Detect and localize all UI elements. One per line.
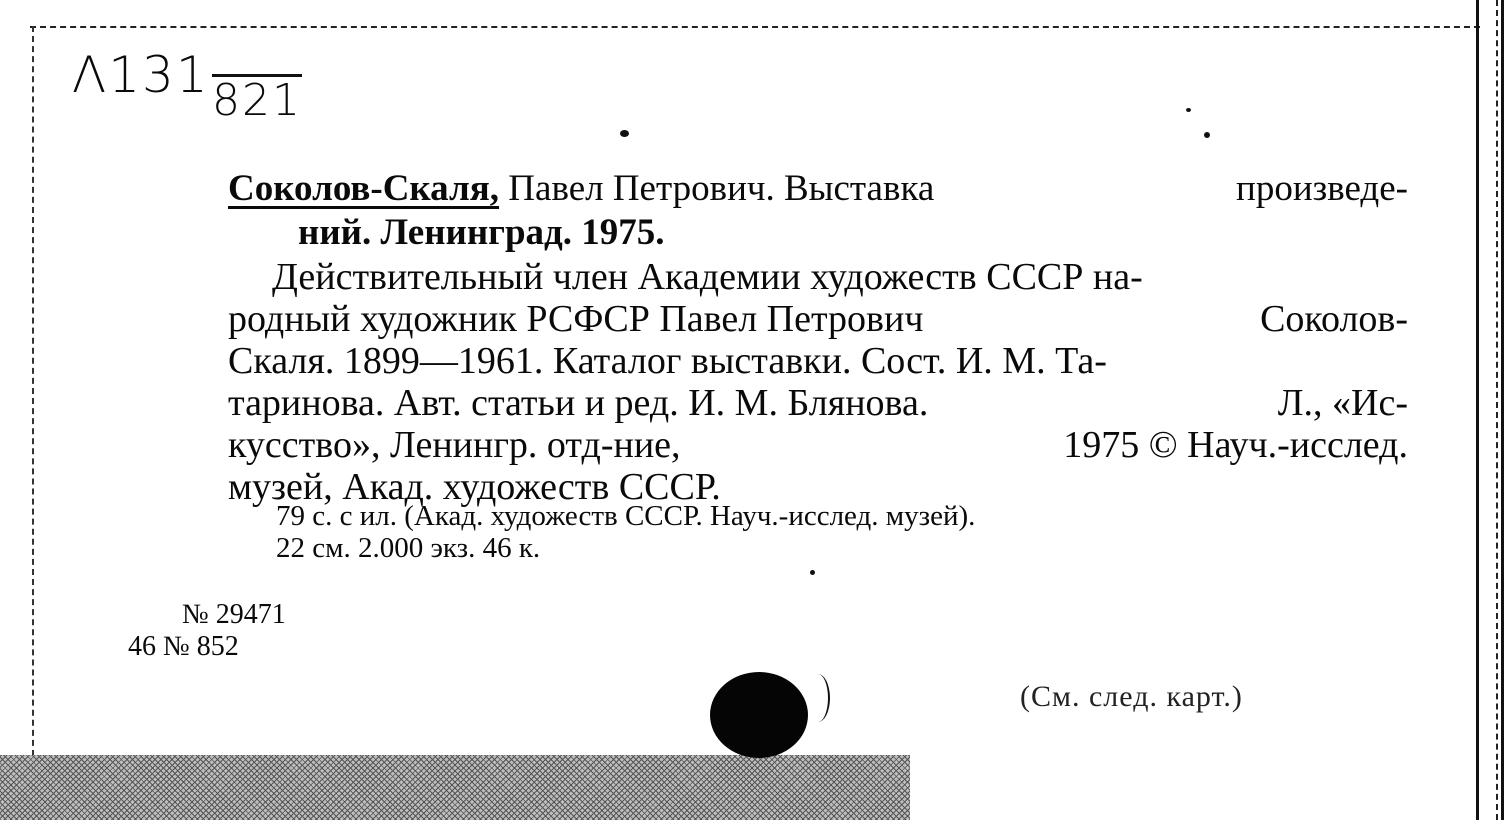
description-line	[228, 256, 1408, 298]
description-text: таринова. Авт. статьи и ред. И. М. Блянова.	[228, 382, 929, 424]
scan-halftone-strip	[0, 755, 910, 820]
description-text: родный художник РСФСР Павел Петрович	[228, 298, 924, 340]
shelfmark-number: 821	[212, 75, 302, 126]
entry-heading-line-2: ний. Ленинград. 1975.	[298, 212, 665, 253]
card-border-right-dashed	[1496, 0, 1498, 820]
author-name: Соколов-Скаля,	[228, 168, 500, 209]
description-text: кусство», Ленингр. отд-ние,	[228, 424, 681, 466]
description-text: Действительный член Академии художеств СССР на-	[272, 256, 1143, 298]
description-line	[228, 298, 1408, 340]
shelfmark-code: Λ131	[72, 46, 210, 104]
entry-heading-line-1	[228, 168, 1408, 210]
title-start: Павел Петрович. Выставка	[508, 168, 935, 209]
punch-hole-edge	[806, 674, 830, 722]
description-line	[228, 340, 1408, 382]
description-line	[228, 382, 1408, 424]
punch-hole	[710, 672, 808, 758]
physical-description-line-2: 22 см. 2.000 экз. 46 к.	[276, 532, 541, 564]
card-border-left	[32, 26, 34, 766]
description-line	[228, 424, 1408, 466]
physical-description-line-1: 79 с. с ил. (Акад. художеств СССР. Науч.-исслед. музей).	[276, 500, 976, 532]
description-text: Соколов-	[1260, 298, 1408, 340]
ink-speck	[1204, 132, 1210, 138]
description-block	[228, 256, 1408, 508]
continuation-note: (См. след. карт.)	[1020, 680, 1243, 713]
ink-speck	[620, 130, 629, 137]
ink-speck	[1186, 108, 1191, 112]
description-text: музей, Акад. художеств СССР.	[228, 466, 721, 508]
card-border-right	[1476, 0, 1479, 820]
registration-number: № 29471	[182, 599, 286, 630]
description-text: Скаля. 1899—1961. Каталог выставки. Сост. И. М. Та-	[228, 340, 1107, 382]
description-text: 1975 © Науч.-исслед.	[1063, 424, 1408, 466]
registration-number-2: 46 № 852	[128, 631, 239, 662]
description-text: Л., «Ис-	[1277, 382, 1408, 424]
ink-speck	[810, 570, 815, 575]
shelfmark	[72, 46, 302, 126]
card-border-top	[30, 26, 1480, 28]
title-line-end: произведе-	[1236, 168, 1408, 209]
